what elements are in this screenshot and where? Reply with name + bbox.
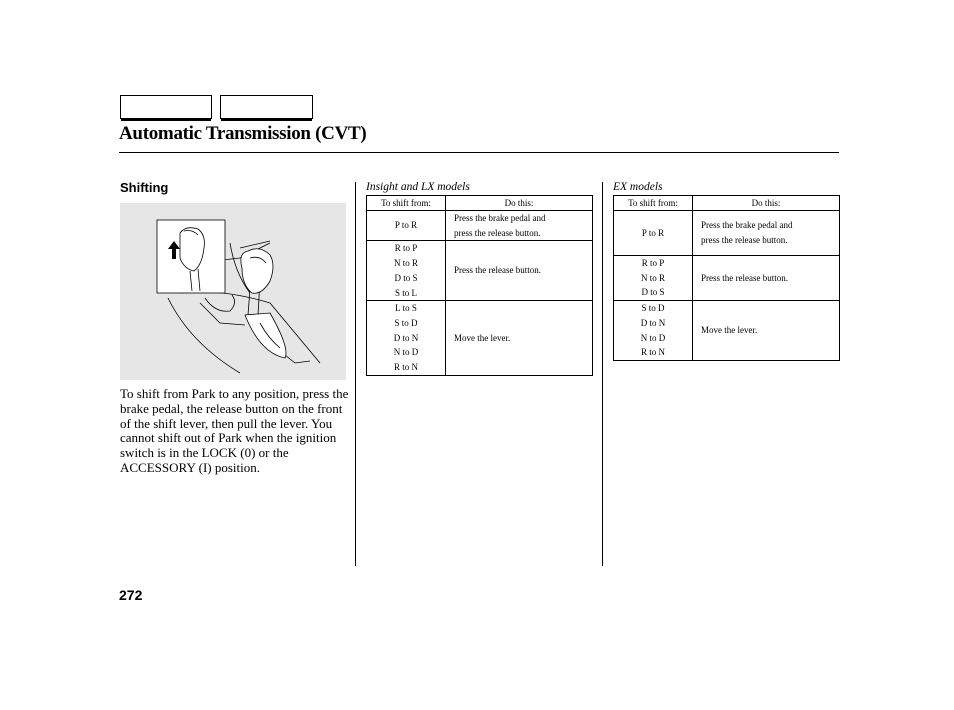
do-cell: Press the release button.: [693, 256, 840, 301]
header-do: Do this:: [446, 196, 593, 211]
do-cell: Press the release button.: [446, 241, 593, 301]
from-cell: R to P N to R D to S S to L: [367, 241, 446, 301]
do-cell: Move the lever.: [446, 301, 593, 376]
column-divider-2: [602, 182, 603, 566]
header-from: To shift from:: [614, 196, 693, 211]
page-title: Automatic Transmission (CVT): [119, 123, 367, 144]
section-heading: Shifting: [120, 180, 169, 195]
shift-table-insight-lx: [366, 195, 593, 376]
table-row: [367, 301, 593, 376]
do-cell: Press the brake pedal and press the release button.: [693, 211, 840, 256]
table-row: [614, 301, 840, 361]
nav-tab-left[interactable]: [120, 95, 212, 119]
shifting-description: To shift from Park to any position, press the brake pedal, the release button on the front of the shift lever, then pull the lever. You cannot shift out of Park when the ignition switch is in the LOCK (0) or the ACCESSORY (I) position.: [120, 386, 349, 475]
table-row: [367, 211, 593, 241]
from-cell: L to S S to D D to N N to D R to N: [367, 301, 446, 376]
table-caption-insight-lx: Insight and LX models: [366, 181, 470, 193]
table-row: [614, 211, 840, 256]
table-row: [614, 256, 840, 301]
from-cell: R to P N to R D to S: [614, 256, 693, 301]
header-do: Do this:: [693, 196, 840, 211]
nav-tab-right[interactable]: [220, 95, 313, 119]
header-from: To shift from:: [367, 196, 446, 211]
shift-lever-drawing: [120, 203, 346, 380]
table-caption-ex: EX models: [613, 181, 663, 193]
table-row: [367, 241, 593, 301]
shift-table-ex: [613, 195, 840, 361]
shift-lever-illustration: [120, 203, 346, 380]
do-cell: Move the lever.: [693, 301, 840, 361]
do-cell: Press the brake pedal and press the release button.: [446, 211, 593, 241]
title-divider: [119, 152, 839, 153]
from-cell: S to D D to N N to D R to N: [614, 301, 693, 361]
page-number: 272: [119, 587, 143, 603]
from-cell: P to R: [367, 211, 446, 241]
column-divider-1: [355, 182, 356, 566]
from-cell: P to R: [614, 211, 693, 256]
